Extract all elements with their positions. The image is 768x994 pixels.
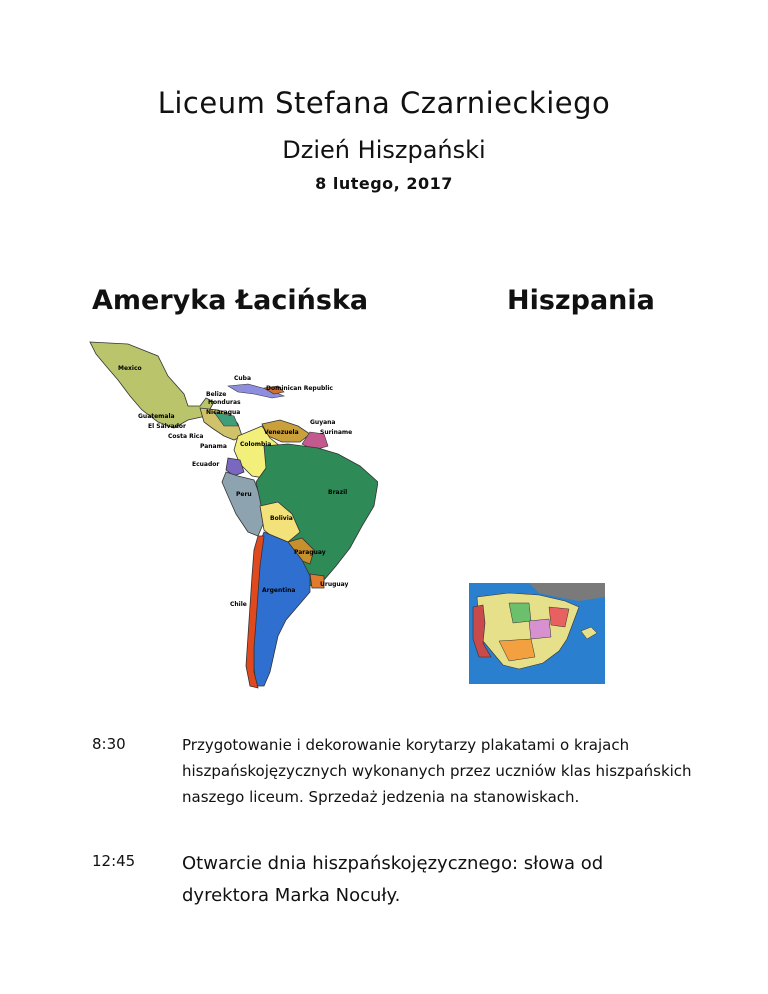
label-argentina: Argentina — [262, 587, 296, 594]
label-belize: Belize — [206, 391, 227, 398]
spain-map — [469, 583, 605, 684]
label-colombia: Colombia — [240, 441, 272, 448]
heading-latin-america: Ameryka Łacińska — [92, 285, 369, 316]
label-panama: Panama — [200, 443, 227, 450]
label-peru: Peru — [236, 491, 252, 498]
label-chile: Chile — [230, 601, 247, 608]
schedule-time-2: 12:45 — [92, 852, 136, 870]
label-bolivia: Bolivia — [270, 515, 293, 522]
schedule-time-1: 8:30 — [92, 735, 126, 753]
label-dominican: Dominican Republic — [266, 385, 333, 392]
spain-map-region-2 — [529, 619, 551, 639]
school-title: Liceum Stefana Czarnieckiego — [157, 86, 611, 120]
label-brazil: Brazil — [328, 489, 348, 496]
label-suriname: Suriname — [320, 429, 353, 436]
label-uruguay: Uruguay — [320, 581, 349, 588]
label-guatemala: Guatemala — [138, 413, 175, 420]
latin-america-map — [88, 336, 378, 692]
schedule-text-1: Przygotowanie i dekorowanie korytarzy plakatami o krajach hiszpańskojęzycznych wykonanych przez uczniów klas hiszpańskich naszego liceum. Sprzedaż jedzenia na stanowiskach. — [182, 736, 692, 806]
spain-map-region-1 — [509, 603, 531, 623]
label-ecuador: Ecuador — [192, 461, 220, 468]
label-costa-rica: Costa Rica — [168, 433, 204, 440]
label-venezuela: Venezuela — [264, 429, 299, 436]
label-mexico: Mexico — [118, 365, 142, 372]
label-honduras: Honduras — [208, 399, 241, 406]
label-el-salvador: El Salvador — [148, 423, 187, 430]
label-nicaragua: Nicaragua — [206, 409, 241, 416]
event-date: 8 lutego, 2017 — [315, 174, 453, 193]
heading-spain: Hiszpania — [507, 285, 655, 316]
label-cuba: Cuba — [234, 375, 252, 382]
label-paraguay: Paraguay — [294, 549, 326, 556]
schedule-text-2: Otwarcie dnia hiszpańskojęzycznego: słowa od dyrektora Marka Nocuły. — [182, 853, 604, 906]
event-title: Dzień Hiszpański — [282, 136, 486, 164]
label-guyana: Guyana — [310, 419, 336, 426]
